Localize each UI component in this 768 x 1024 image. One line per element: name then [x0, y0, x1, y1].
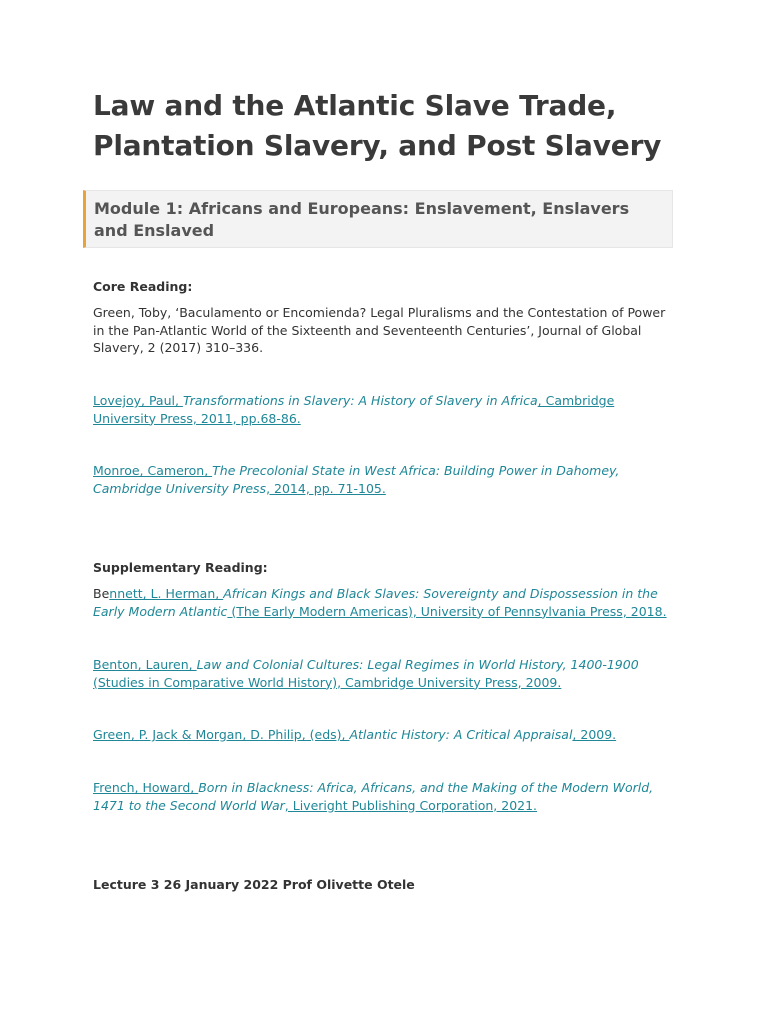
reference-lovejoy [93, 392, 675, 427]
reference-french-author-link[interactable]: French, Howard, [93, 780, 199, 795]
reference-french-title: Born in Blackness: Africa, Africans, and the Making of the Modern World, 1471 to the Second World War [93, 780, 654, 813]
supplementary-reading-label: Supplementary Reading: [93, 560, 268, 575]
module-heading: Module 1: Africans and Europeans: Enslavement, Enslavers and Enslaved [94, 199, 630, 240]
reference-french-publisher-link[interactable]: , Liveright Publishing Corporation, 2021. [284, 797, 538, 813]
core-reading-label: Core Reading: [93, 279, 193, 294]
reference-bennett-author-link[interactable]: nnett, L. Herman, [109, 586, 224, 601]
reference-green-morgan-title: Atlantic History: A Critical Appraisal [349, 727, 573, 742]
reference-monroe [93, 462, 675, 497]
reference-bennett-title: African Kings and Black Slaves: Sovereignty and Dispossession in the Early Modern Atlantic [93, 586, 658, 619]
reference-bennett-publisher-link[interactable]: (The Early Modern Americas), University of Pennsylvania Press, 2018. [227, 603, 667, 619]
core-reading-green: Green, Toby, ‘Baculamento or Encomienda? Legal Pluralisms and the Contestation of Power in the Pan-Atlantic World of the Sixteenth and Seventeenth Centuries’, Journal of Global Slavery, 2 (2017) 310–336. [93, 305, 666, 355]
reference-benton-publisher-link[interactable]: (Studies in Comparative World History), Cambridge University Press, 2009. [93, 674, 562, 690]
reference-bennett-prefix: Be [93, 586, 110, 601]
reference-monroe-title: The Precolonial State in West Africa: Building Power in Dahomey, Cambridge University Press [93, 463, 620, 496]
reference-green-morgan [93, 726, 675, 744]
reference-lovejoy-publisher-link[interactable]: , Cambridge University Press, 2011, pp.68-86. [93, 393, 615, 426]
reference-lovejoy-title: Transformations in Slavery: A History of Slavery in Africa [182, 393, 538, 408]
module-heading-box [83, 190, 673, 248]
reference-green-morgan-author-link[interactable]: Green, P. Jack & Morgan, D. Philip, (eds), [93, 727, 350, 742]
reference-monroe-author-link[interactable]: Monroe, Cameron, [93, 463, 213, 478]
reference-benton [93, 656, 675, 691]
lecture-info: Lecture 3 26 January 2022 Prof Olivette Otele [93, 877, 415, 892]
reference-french [93, 779, 675, 814]
reference-benton-author-link[interactable]: Benton, Lauren, [93, 657, 197, 672]
reference-green-morgan-year-link[interactable]: , 2009. [572, 727, 617, 742]
reference-benton-title: Law and Colonial Cultures: Legal Regimes in World History, 1400-1900 [196, 657, 639, 672]
reference-bennett [93, 585, 675, 620]
page-title: Law and the Atlantic Slave Trade, Plantation Slavery, and Post Slavery [93, 89, 662, 162]
reference-monroe-publisher-link[interactable]: , 2014, pp. 71-105. [266, 480, 386, 496]
reference-lovejoy-author-link[interactable]: Lovejoy, Paul, [93, 393, 183, 408]
